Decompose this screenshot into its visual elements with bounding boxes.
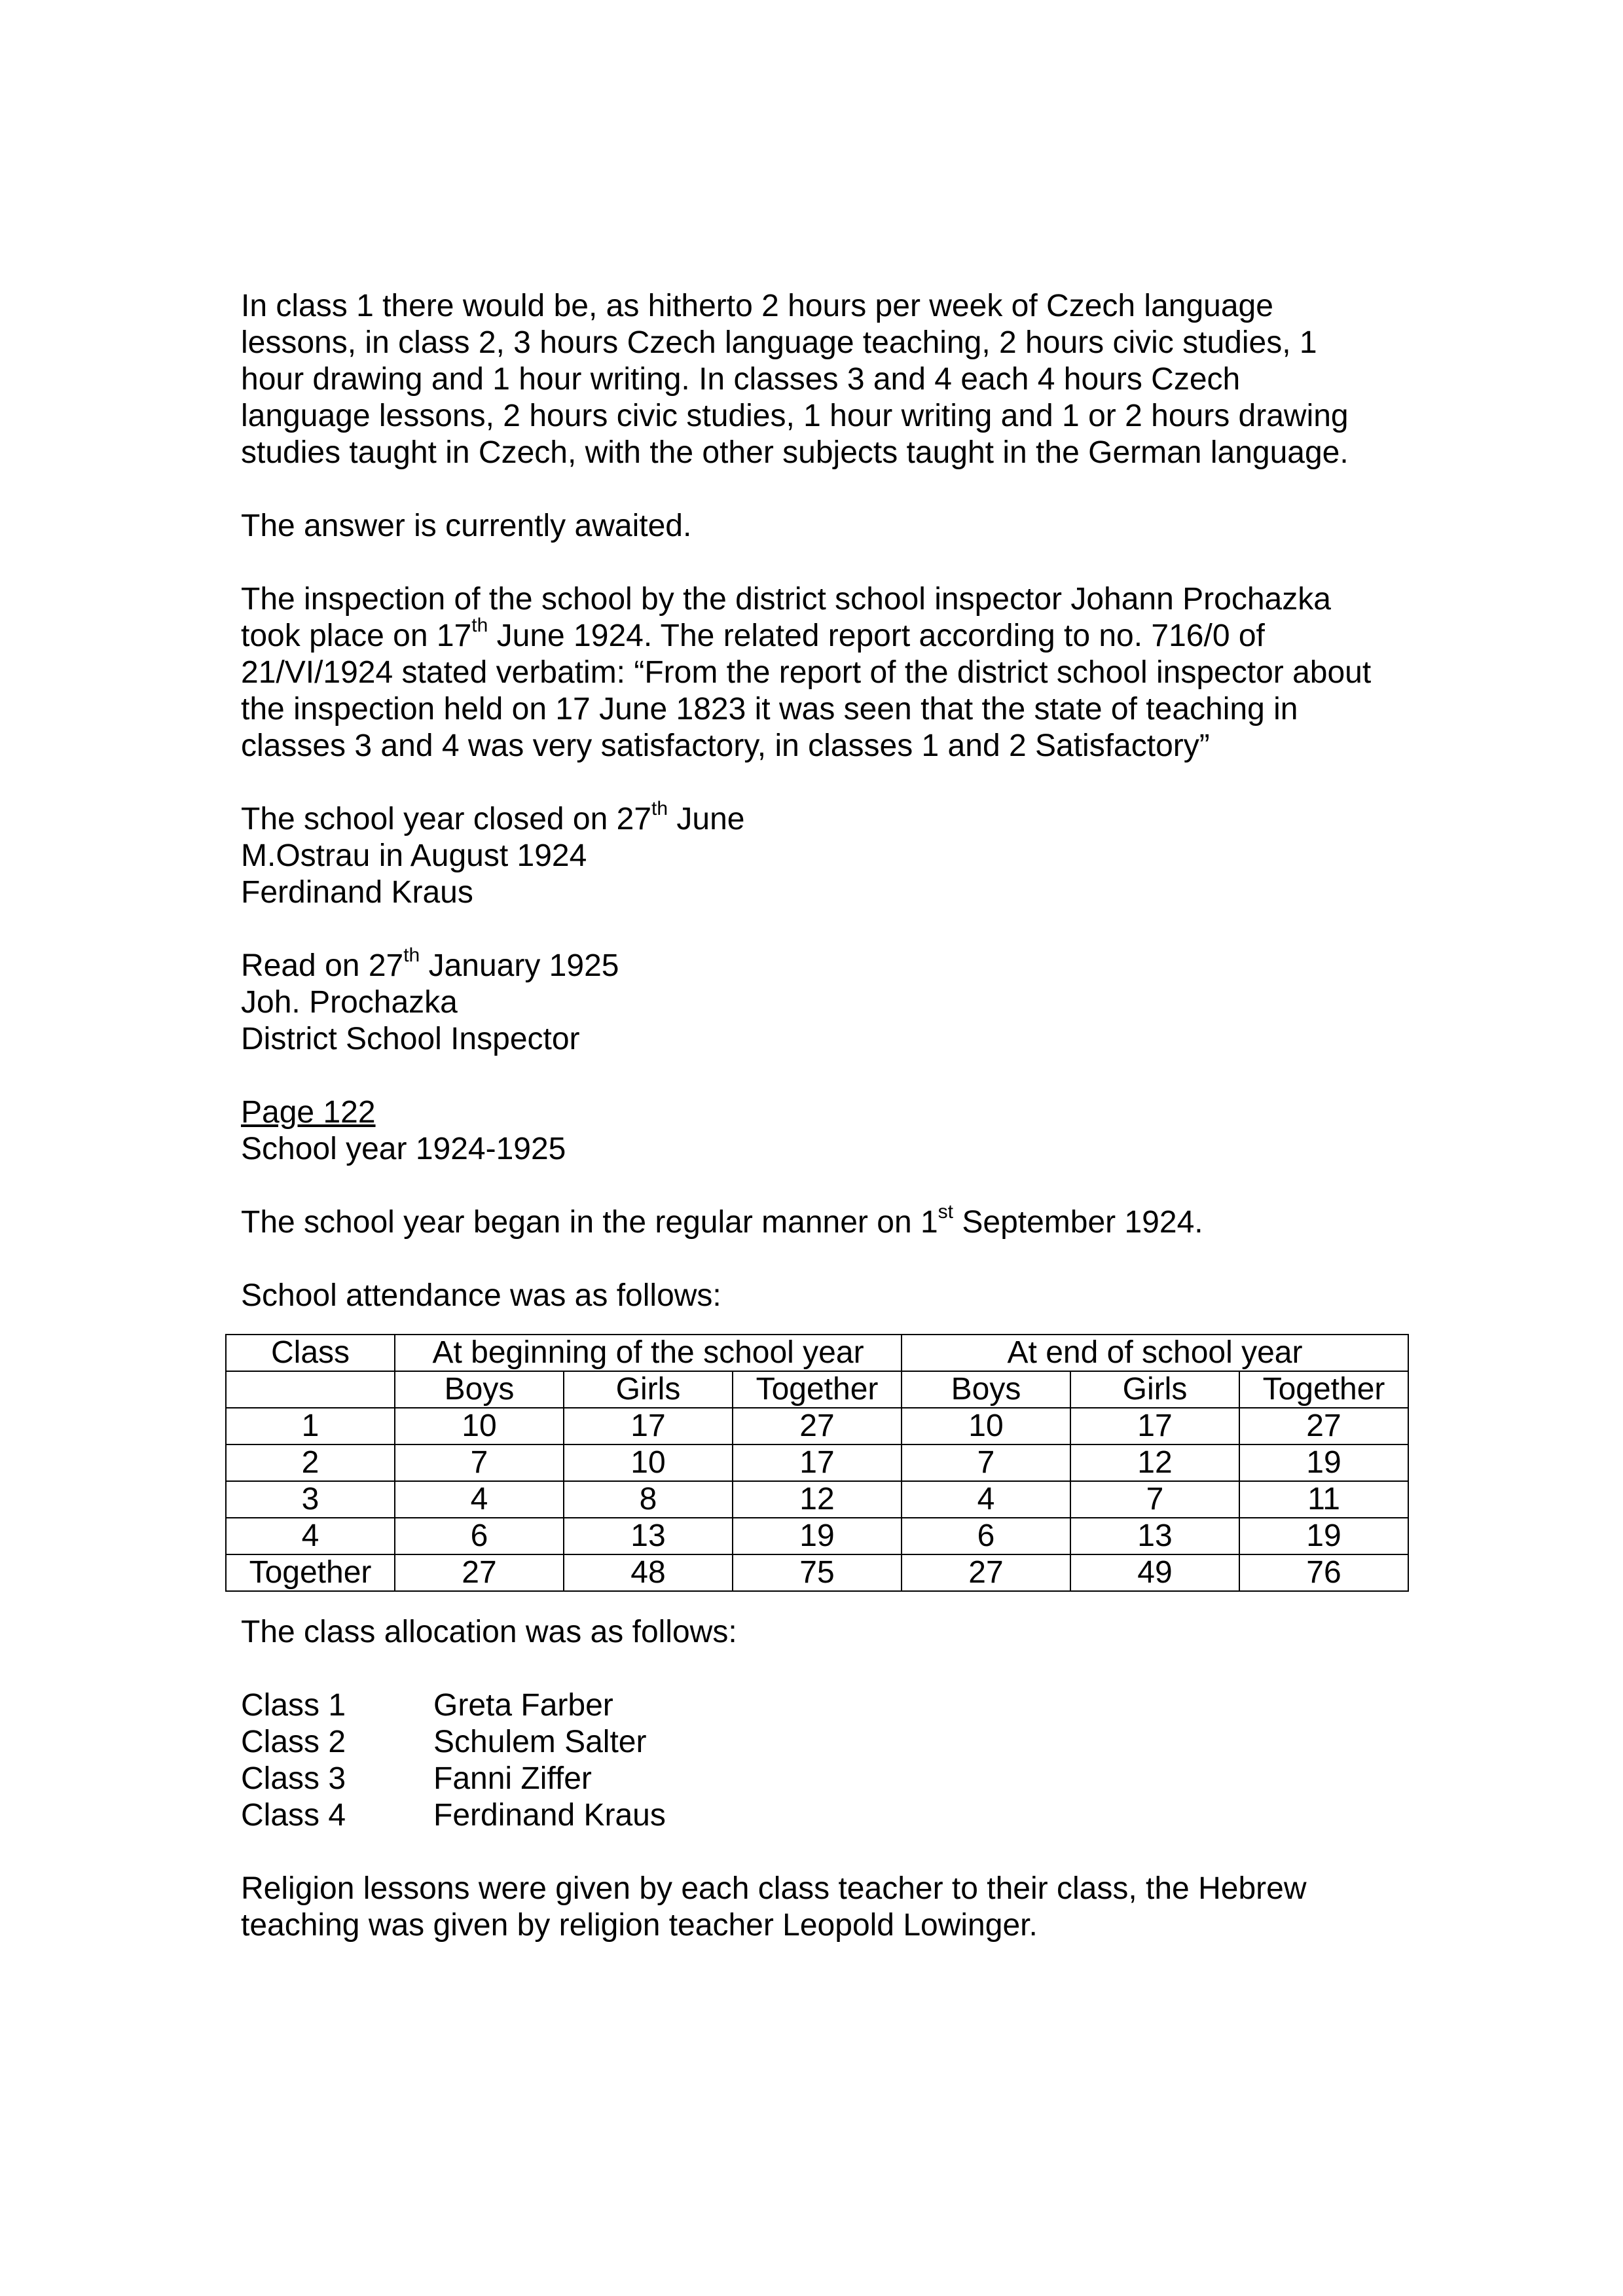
table-cell: 8 — [564, 1481, 733, 1518]
table-subheader-row — [226, 1371, 1408, 1408]
table-cell: 17 — [564, 1408, 733, 1444]
table-cell — [226, 1371, 395, 1408]
table-cell: 10 — [564, 1444, 733, 1481]
table-cell: 11 — [1239, 1481, 1408, 1518]
subheader-together: Together — [1239, 1371, 1408, 1408]
text-fragment: January 1925 — [420, 948, 619, 983]
list-item — [241, 1687, 1419, 1724]
attendance-intro — [241, 1278, 1419, 1314]
table-cell: 27 — [733, 1408, 902, 1444]
paragraph-read-note — [241, 944, 1419, 1058]
text-line: language lessons, 2 hours civic studies, 1 hour writing and 1 or 2 hours drawing — [241, 399, 1349, 433]
text-line: Religion lessons were given by each class teacher to their class, the Hebrew — [241, 1871, 1307, 1906]
subheader-girls: Girls — [1070, 1371, 1239, 1408]
text-line: M.Ostrau in August 1924 — [241, 838, 587, 873]
table-cell: 17 — [733, 1444, 902, 1481]
text-fragment: June — [668, 802, 745, 836]
text-fragment: September 1924. — [953, 1205, 1203, 1240]
table-cell: 6 — [902, 1518, 1070, 1554]
allocation-class: Class 3 — [241, 1761, 346, 1796]
signature-title: District School Inspector — [241, 1022, 580, 1056]
attendance-table-container — [225, 1334, 1419, 1592]
paragraph-closing — [241, 798, 1419, 911]
text-line — [241, 798, 1419, 838]
text-line: classes 3 and 4 was very satisfactory, in classes 1 and 2 Satisfactory” — [241, 728, 1210, 763]
text-fragment: The school year began in the regular manner on 1 — [241, 1205, 938, 1240]
subheader-boys: Boys — [395, 1371, 564, 1408]
table-header-row — [226, 1335, 1408, 1371]
text-line — [241, 1201, 1419, 1241]
text-fragment: Read on 27 — [241, 948, 404, 983]
allocation-teacher: Ferdinand Kraus — [433, 1798, 666, 1833]
text-line — [241, 944, 1419, 984]
table-cell: 4 — [395, 1481, 564, 1518]
table-cell: 13 — [1070, 1518, 1239, 1554]
school-year-heading: School year 1924-1925 — [241, 1132, 566, 1166]
ordinal-suffix: st — [938, 1201, 954, 1223]
table-cell: 19 — [733, 1518, 902, 1554]
table-cell: 49 — [1070, 1554, 1239, 1591]
header-class: Class — [226, 1335, 395, 1371]
text-line: The class allocation was as follows: — [241, 1615, 737, 1649]
text-line: The answer is currently awaited. — [241, 509, 692, 543]
table-cell: 75 — [733, 1554, 902, 1591]
table-cell: 3 — [226, 1481, 395, 1518]
text-line: 21/VI/1924 stated verbatim: “From the report of the district school inspector about — [241, 655, 1372, 690]
table-cell: 7 — [395, 1444, 564, 1481]
table-cell: 7 — [1070, 1481, 1239, 1518]
table-cell: 10 — [395, 1408, 564, 1444]
list-item — [241, 1761, 1419, 1797]
table-cell: 27 — [395, 1554, 564, 1591]
table-cell: 76 — [1239, 1554, 1408, 1591]
table-cell: 17 — [1070, 1408, 1239, 1444]
allocation-teacher: Fanni Ziffer — [433, 1761, 592, 1796]
table-cell: 10 — [902, 1408, 1070, 1444]
page-number-label: Page 122 — [241, 1095, 376, 1130]
list-item — [241, 1724, 1419, 1761]
signature-name: Ferdinand Kraus — [241, 875, 473, 910]
table-row — [226, 1444, 1408, 1481]
text-line: studies taught in Czech, with the other subjects taught in the German language. — [241, 435, 1349, 470]
allocation-class: Class 4 — [241, 1798, 346, 1833]
text-fragment: June 1924. The related report according to no. 716/0 of — [488, 619, 1265, 653]
subheader-together: Together — [733, 1371, 902, 1408]
allocation-class: Class 2 — [241, 1725, 346, 1759]
signature-name: Joh. Prochazka — [241, 985, 458, 1020]
table-cell: 4 — [226, 1518, 395, 1554]
table-cell: 27 — [1239, 1408, 1408, 1444]
table-cell: 12 — [733, 1481, 902, 1518]
paragraph-inspection — [241, 581, 1419, 764]
text-line: The inspection of the school by the district school inspector Johann Prochazka — [241, 582, 1331, 617]
table-cell: 7 — [902, 1444, 1070, 1481]
table-cell: 12 — [1070, 1444, 1239, 1481]
ordinal-suffix: th — [471, 615, 488, 636]
subheader-girls: Girls — [564, 1371, 733, 1408]
allocation-teacher: Schulem Salter — [433, 1725, 647, 1759]
table-total-row — [226, 1554, 1408, 1591]
text-line — [241, 615, 1419, 655]
text-line: teaching was given by religion teacher Leopold Lowinger. — [241, 1908, 1038, 1943]
header-beginning: At beginning of the school year — [395, 1335, 902, 1371]
list-item — [241, 1797, 1419, 1834]
table-cell: 48 — [564, 1554, 733, 1591]
table-cell: 2 — [226, 1444, 395, 1481]
table-cell: 1 — [226, 1408, 395, 1444]
text-fragment: took place on 17 — [241, 619, 472, 653]
header-end: At end of school year — [902, 1335, 1408, 1371]
allocation-teacher: Greta Farber — [433, 1688, 613, 1723]
allocation-class: Class 1 — [241, 1688, 346, 1723]
page-header — [241, 1094, 1419, 1168]
text-line: In class 1 there would be, as hitherto 2 hours per week of Czech language — [241, 289, 1273, 323]
text-line: the inspection held on 17 June 1823 it was seen that the state of teaching in — [241, 692, 1298, 726]
class-allocation-list — [241, 1687, 1419, 1834]
table-row — [226, 1408, 1408, 1444]
table-cell: 4 — [902, 1481, 1070, 1518]
paragraph-religion — [241, 1871, 1419, 1944]
table-cell: 6 — [395, 1518, 564, 1554]
allocation-intro — [241, 1614, 1419, 1651]
paragraph-year-began — [241, 1201, 1419, 1241]
table-row — [226, 1481, 1408, 1518]
ordinal-suffix: th — [403, 944, 420, 966]
ordinal-suffix: th — [651, 798, 668, 819]
text-fragment: The school year closed on 27 — [241, 802, 652, 836]
attendance-table — [225, 1334, 1409, 1592]
table-cell: 27 — [902, 1554, 1070, 1591]
table-cell: 13 — [564, 1518, 733, 1554]
table-cell: Together — [226, 1554, 395, 1591]
text-line: hour drawing and 1 hour writing. In classes 3 and 4 each 4 hours Czech — [241, 362, 1241, 397]
paragraph-answer-awaited — [241, 508, 1419, 545]
table-row — [226, 1518, 1408, 1554]
table-cell: 19 — [1239, 1444, 1408, 1481]
document-page — [241, 288, 1419, 1944]
table-cell: 19 — [1239, 1518, 1408, 1554]
text-line: lessons, in class 2, 3 hours Czech language teaching, 2 hours civic studies, 1 — [241, 325, 1317, 360]
text-line: School attendance was as follows: — [241, 1278, 721, 1313]
subheader-boys: Boys — [902, 1371, 1070, 1408]
paragraph-czech-lessons — [241, 288, 1419, 471]
